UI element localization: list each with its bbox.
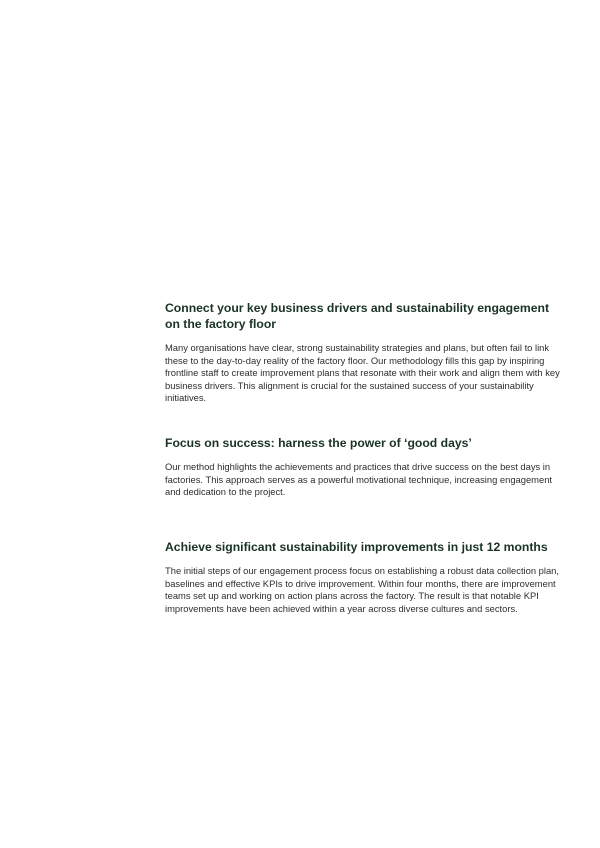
section-body: Our method highlights the achievements and practices that drive success on the best days in factories. This approach serves as a powerful motivational technique, increasing engagement and dedication to the project.	[165, 461, 553, 498]
section-body: The initial steps of our engagement process focus on establishing a robust data collection plan, baselines and effective KPIs to drive improvement. Within four months, there are improvement teams set up and working on action plans across the factory. The result is that notable KPI improvements have been achieved within a year across diverse cultures and sectors.	[165, 565, 559, 614]
section-12-months	[165, 539, 565, 615]
section-body: Many organisations have clear, strong sustainability strategies and plans, but often fail to link these to the day-to-day reality of the factory floor. Our methodology fills this gap by inspiring frontline staff to create improvement plans that resonate with their work and align them with key business drivers. This alignment is crucial for the sustained success of your sustainability initiatives.	[165, 342, 560, 404]
section-business-drivers	[165, 300, 565, 405]
section-good-days	[165, 435, 565, 499]
section-heading: Connect your key business drivers and sustainability engagement on the factory floor	[165, 301, 550, 331]
section-heading: Focus on success: harness the power of ‘good days’	[165, 436, 472, 450]
section-heading: Achieve significant sustainability improvements in just 12 months	[165, 540, 548, 554]
